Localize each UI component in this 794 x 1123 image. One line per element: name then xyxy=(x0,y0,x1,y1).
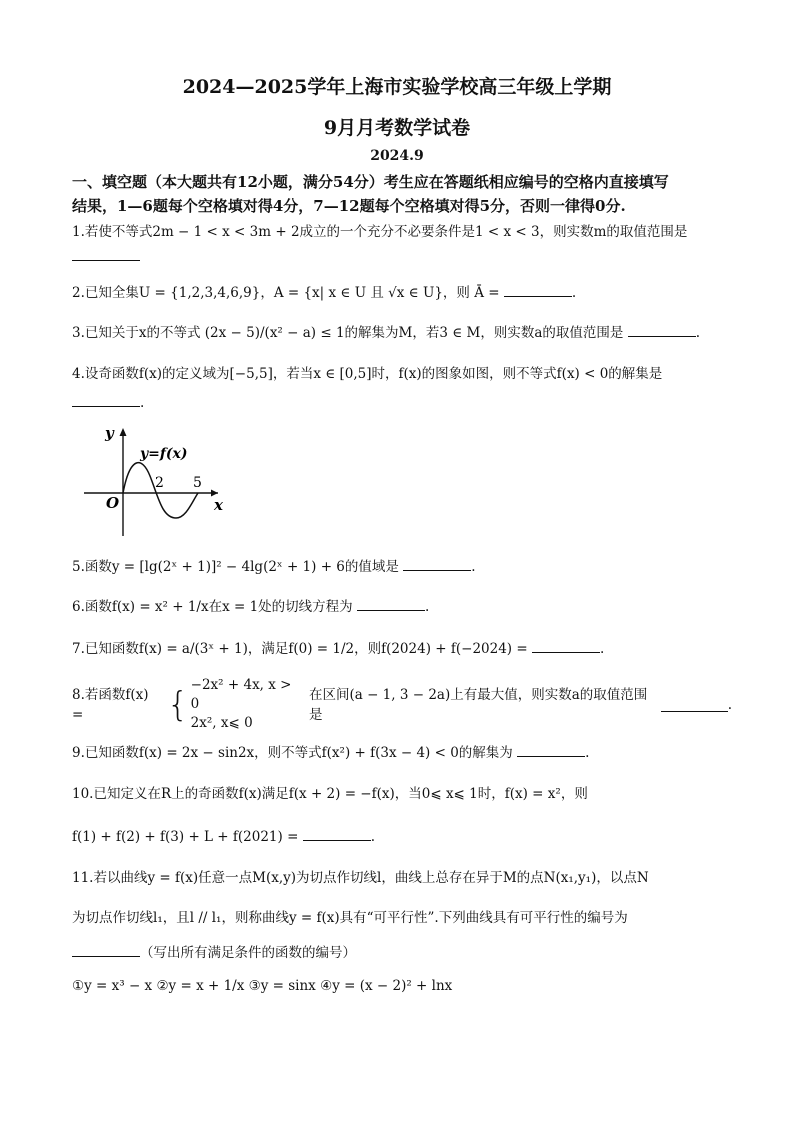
question-11-line-3: （写出所有满足条件的函数的编号） xyxy=(140,945,356,961)
question-1-text: 1.若使不等式2m − 1 < x < 3m + 2成立的一个充分不必要条件是1 < x < 3，则实数m的取值范围是 xyxy=(72,224,688,240)
section-line-1: 一、填空题（本大题共有12小题，满分54分）考生应在答题纸相应编号的空格内直接填写 xyxy=(72,173,669,191)
answer-blank-7[interactable] xyxy=(532,638,600,653)
question-7: 7.已知函数f(x) = a/(3ˣ + 1)，满足f(0) = 1/2，则f(2024) + f(−2024) = . xyxy=(72,638,732,659)
question-1 xyxy=(72,222,732,242)
question-11 xyxy=(72,868,732,888)
answer-blank-3[interactable] xyxy=(628,322,696,337)
exam-title: 2024—2025学年上海市实验学校高三年级上学期 xyxy=(182,76,612,98)
piecewise-cases xyxy=(191,676,303,733)
exam-subtitle: 9月月考数学试卷 xyxy=(323,117,471,139)
tick-label-5: 5 xyxy=(193,475,202,491)
question-11-options xyxy=(72,976,732,996)
question-3: 3.已知关于x的不等式 (2x − 5)/(x² − a) ≤ 1的解集为M，若3 ∈ M，则实数a的取值范围是 . xyxy=(72,322,732,343)
question-6: 6.函数f(x) = x² + 1/x在x = 1处的切线方程为 . xyxy=(72,596,732,617)
question-8: 8.若函数f(x) = { −2x² + 4x, x > 0 2x², x⩽ 0 在区间(a − 1, 3 − 2a)上有最大值，则实数a的取值范围是 . xyxy=(72,677,732,731)
question-4 xyxy=(72,364,732,384)
case-2: 2x², x⩽ 0 xyxy=(190,715,253,731)
question-10 xyxy=(72,784,732,804)
question-9-text: 9.已知函数f(x) = 2x − sin2x，则不等式f(x²) + f(3x − 4) < 0的解集为 xyxy=(72,745,513,761)
section-line-2: 结果，1—6题每个空格填对得4分，7—12题每个空格填对得5分，否则一律得0分. xyxy=(72,197,626,215)
question-6-text: 6.函数f(x) = x² + 1/x在x = 1处的切线方程为 xyxy=(72,599,353,615)
question-10-text: 10.已知定义在R上的奇函数f(x)满足f(x + 2) = −f(x)，当0⩽ x⩽ 1时，f(x) = x²，则 xyxy=(72,786,588,802)
question-11-answer xyxy=(72,942,732,963)
question-9: 9.已知函数f(x) = 2x − sin2x，则不等式f(x²) + f(3x − 4) < 0的解集为 . xyxy=(72,742,732,763)
answer-blank-1[interactable] xyxy=(72,246,140,261)
y-axis-arrow xyxy=(120,428,127,436)
answer-blank-8[interactable] xyxy=(661,697,728,712)
tick-label-2: 2 xyxy=(155,475,164,491)
question-11-line-2: 为切点作切线l₁，且l // l₁，则称曲线y = f(x)具有“可平行性”.下列曲线具有可平行性的编号为 xyxy=(72,910,628,926)
question-5-text: 5.函数y = [lg(2ˣ + 1)]² − 4lg(2ˣ + 1) + 6的值域是 xyxy=(72,559,399,575)
section-instructions xyxy=(72,170,732,218)
question-1-answer xyxy=(72,246,732,267)
answer-blank-2[interactable] xyxy=(504,282,572,297)
answer-blank-4[interactable] xyxy=(72,392,140,407)
case-1: −2x² + 4x, x > 0 xyxy=(190,677,292,712)
question-2: 2.已知全集U = {1,2,3,4,6,9}，A = {x| x ∈ U 且 √x ∈ U}，则 Ā = . xyxy=(72,282,732,303)
question-4-answer: . xyxy=(72,392,732,413)
answer-blank-5[interactable] xyxy=(403,556,471,571)
answer-blank-6[interactable] xyxy=(357,596,425,611)
x-axis-label: x xyxy=(214,496,223,514)
exam-date: 2024.9 xyxy=(370,148,424,164)
question-3-text: 3.已知关于x的不等式 (2x − 5)/(x² − a) ≤ 1的解集为M，若3 ∈ M，则实数a的取值范围是 xyxy=(72,325,624,341)
answer-blank-11[interactable] xyxy=(72,942,140,957)
answer-blank-10[interactable] xyxy=(303,826,371,841)
question-2-text: 2.已知全集U = {1,2,3,4,6,9}，A = {x| x ∈ U 且 √x ∈ U}，则 Ā = xyxy=(72,285,500,301)
question-4-text: 4.设奇函数f(x)的定义域为[−5,5]，若当x ∈ [0,5]时，f(x)的图象如图，则不等式f(x) < 0的解集是 xyxy=(72,366,663,382)
question-8-suffix: 在区间(a − 1, 3 − 2a)上有最大值，则实数a的取值范围是 xyxy=(308,686,648,723)
curve-label: y=f(x) xyxy=(140,446,188,462)
y-axis-label: y xyxy=(105,424,114,442)
question-8-prefix: 8.若函数f(x) = xyxy=(72,686,149,723)
origin-label: O xyxy=(106,494,120,512)
brace-symbol: { xyxy=(167,684,189,725)
question-10-sum-text: f(1) + f(2) + f(3) + L + f(2021) = xyxy=(72,829,299,845)
question-10-sum: f(1) + f(2) + f(3) + L + f(2021) = . xyxy=(72,826,732,847)
question-5: 5.函数y = [lg(2ˣ + 1)]² − 4lg(2ˣ + 1) + 6的值域是 . xyxy=(72,556,732,577)
question-11-option-list: ①y = x³ − x ②y = x + 1/x ③y = sinx ④y = (x − 2)² + lnx xyxy=(72,978,453,994)
answer-blank-9[interactable] xyxy=(517,742,585,757)
question-7-text: 7.已知函数f(x) = a/(3ˣ + 1)，满足f(0) = 1/2，则f(2024) + f(−2024) = xyxy=(72,641,528,657)
question-11-line-1: 11.若以曲线y = f(x)任意一点M(x,y)为切点作切线l，曲线上总存在异于M的点N(x₁,y₁)，以点N xyxy=(72,870,649,886)
question-11-cont xyxy=(72,908,732,928)
function-graph xyxy=(78,418,228,538)
